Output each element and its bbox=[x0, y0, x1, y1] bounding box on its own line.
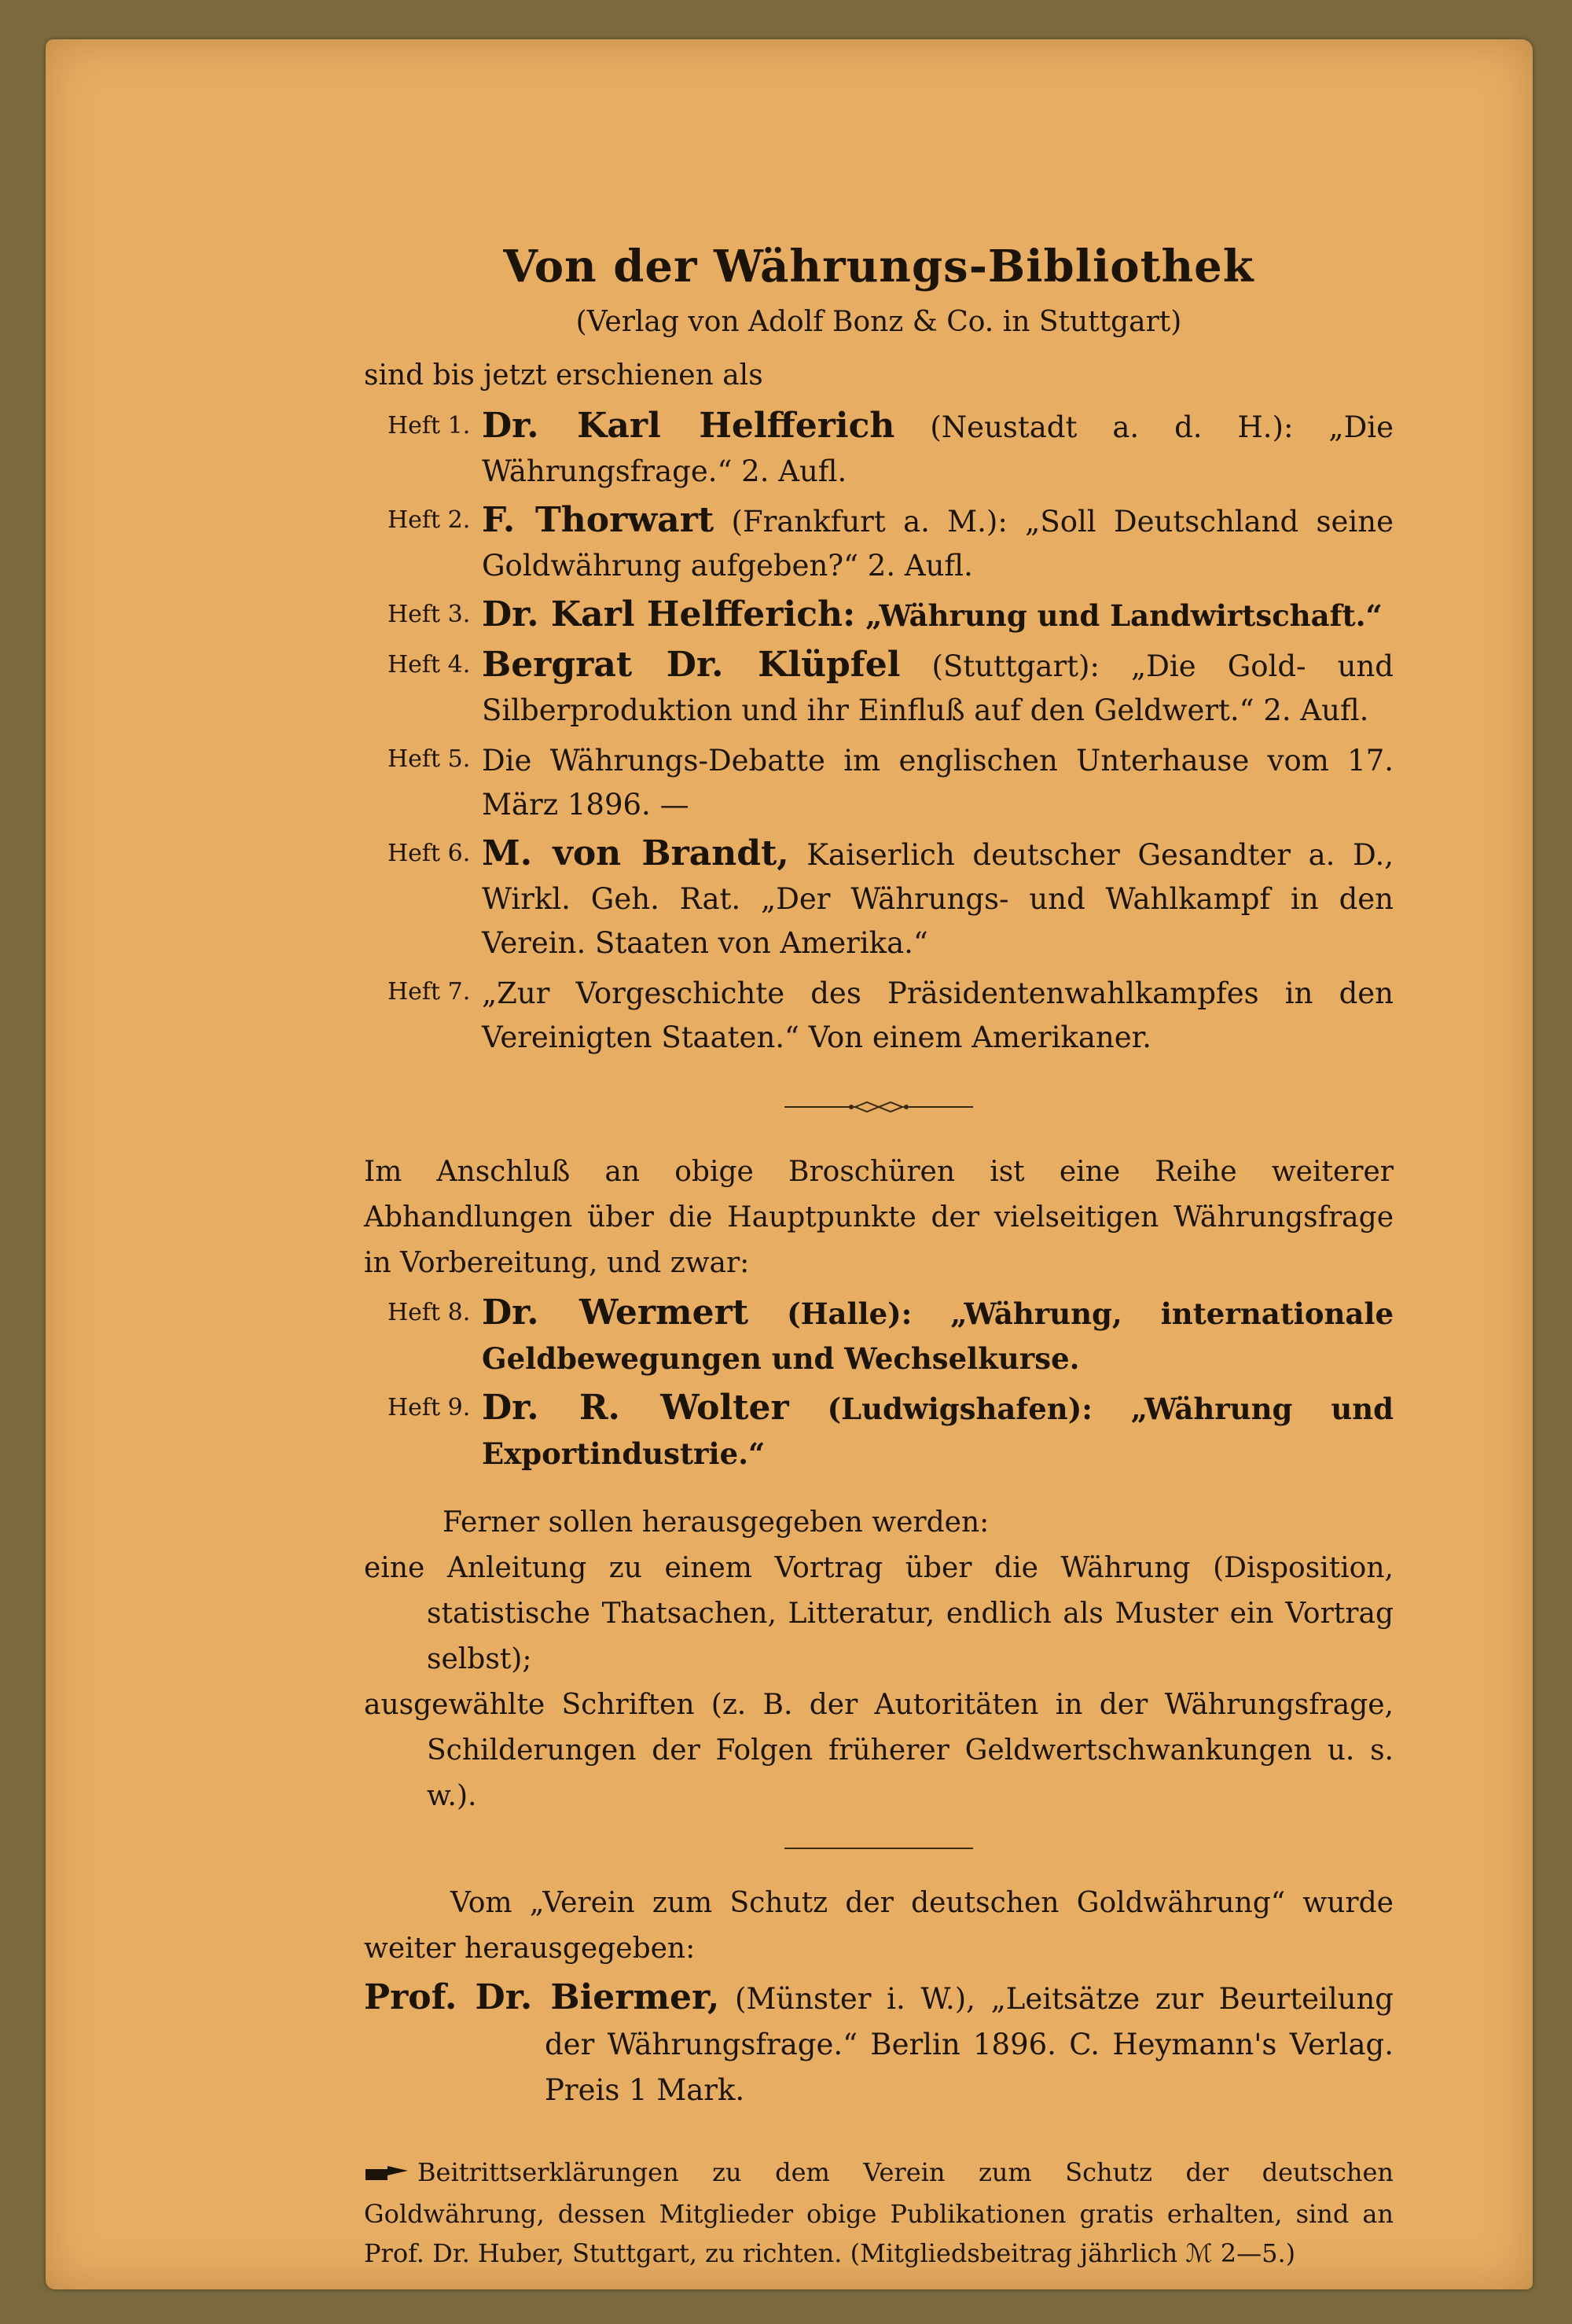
issue-title: Die Währungs-Debatte im englischen Unterhause vom 17. März 1896. — bbox=[482, 744, 1394, 822]
issue-title: (Neustadt a. d. H.): „Die Währungsfrage.“ 2. Aufl. bbox=[482, 410, 1394, 488]
ornament-icon bbox=[784, 1099, 973, 1115]
issue-author: F. Thorwart bbox=[482, 500, 714, 540]
issue-title: (Frankfurt a. M.): „Soll Deutschland seine Goldwährung aufgeben?“ 2. Aufl. bbox=[482, 505, 1394, 583]
issue-entry bbox=[364, 643, 1394, 733]
membership-note bbox=[364, 2153, 1394, 2273]
issue-title: (Ludwigshafen): „Währung und Exportindustrie.“ bbox=[482, 1392, 1394, 1471]
issue-label: Heft 8. bbox=[387, 1299, 471, 1326]
issue-label: Heft 5. bbox=[387, 745, 471, 773]
issue-label: Heft 4. bbox=[387, 651, 471, 678]
biermer-text: (Münster i. W.), „Leitsätze zur Beurteilung der Währungsfrage.“ Berlin 1896. C. Heymann's Verlag. Preis 1 Mark. bbox=[545, 1982, 1394, 2107]
issue-title: Kaiserlich deutscher Gesandter a. D., Wirkl. Geh. Rat. „Der Währungs- und Wahlkampf in den Verein. Staaten von Amerika.“ bbox=[482, 838, 1394, 960]
issue-author: M. von Brandt, bbox=[482, 833, 789, 873]
issue-entry bbox=[364, 970, 1394, 1060]
issue-label: Heft 1. bbox=[387, 412, 471, 439]
page-content bbox=[364, 236, 1394, 2273]
issue-label: Heft 6. bbox=[387, 840, 471, 867]
issue-author: Dr. Wermert bbox=[482, 1293, 749, 1333]
issue-title: (Stuttgart): „Die Gold- und Silberproduktion und ihr Einfluß auf den Geldwert.“ 2. Aufl. bbox=[482, 649, 1394, 727]
issue-entry bbox=[364, 593, 1394, 638]
issue-label: Heft 9. bbox=[387, 1394, 471, 1421]
pointing-hand-icon bbox=[364, 2155, 411, 2194]
issue-author: Dr. Karl Helfferich bbox=[482, 406, 895, 446]
intro-line: sind bis jetzt erschienen als bbox=[364, 359, 763, 392]
note-text: Beitrittserklärungen zu dem Verein zum Schutz der deutschen Goldwährung, dessen Mitglieder obige Publikationen gratis erhalten, sind an Prof. Dr. Huber, Stuttgart, zu richten. (Mitgliedsbeitrag jährlich ℳ 2—5.) bbox=[364, 2157, 1394, 2268]
issue-author: Dr. R. Wolter bbox=[482, 1388, 789, 1428]
biermer-entry bbox=[364, 1975, 1394, 2113]
issue-title: (Halle): „Währung, internationale Geldbewegungen und Wechselkurse. bbox=[482, 1296, 1394, 1376]
issue-title: „Zur Vorgeschichte des Präsidentenwahlkampfes in den Vereinigten Staaten.“ Von einem Amerikaner. bbox=[482, 976, 1394, 1054]
issue-label: Heft 2. bbox=[387, 506, 471, 534]
booklet-page bbox=[46, 39, 1533, 2289]
ornament-divider bbox=[364, 1099, 1394, 1118]
further-item: eine Anleitung zu einem Vortrag über die Währung (Disposition, statistische Thatsachen, Litteratur, endlich als Muster ein Vortrag selbst); bbox=[364, 1552, 1394, 1675]
issue-entry bbox=[364, 404, 1394, 494]
planned-entry bbox=[364, 1291, 1394, 1381]
issue-entry bbox=[364, 737, 1394, 827]
issue-author: Dr. Karl Helfferich: bbox=[482, 594, 856, 634]
page-title: Von der Währungs-Bibliothek bbox=[503, 241, 1254, 292]
issue-list bbox=[364, 404, 1394, 1060]
issue-label: Heft 7. bbox=[387, 978, 471, 1006]
issue-entry bbox=[364, 498, 1394, 588]
publisher-line: (Verlag von Adolf Bonz & Co. in Stuttgart) bbox=[575, 306, 1182, 338]
issue-entry bbox=[364, 832, 1394, 965]
verein-intro: Vom „Verein zum Schutz der deutschen Goldwährung“ wurde weiter herausgegeben: bbox=[364, 1887, 1394, 1965]
planned-list bbox=[364, 1291, 1394, 1476]
planned-entry bbox=[364, 1386, 1394, 1476]
issue-label: Heft 3. bbox=[387, 601, 471, 628]
issue-title: „Währung und Landwirtschaft.“ bbox=[855, 598, 1383, 633]
further-item: ausgewählte Schriften (z. B. der Autoritäten in der Währungsfrage, Schilderungen der Folgen früherer Geldwertschwankungen u. s. w.). bbox=[364, 1689, 1394, 1812]
divider-rule bbox=[784, 1848, 973, 1849]
biermer-author: Prof. Dr. Biermer, bbox=[364, 1977, 720, 2017]
issue-author: Bergrat Dr. Klüpfel bbox=[482, 645, 901, 685]
planned-intro: Im Anschluß an obige Broschüren ist eine Reihe weiterer Abhandlungen über die Hauptpunkte der vielseitigen Währungsfrage in Vorbereitung, und zwar: bbox=[364, 1156, 1394, 1279]
further-intro: Ferner sollen herausgegeben werden: bbox=[443, 1506, 990, 1539]
